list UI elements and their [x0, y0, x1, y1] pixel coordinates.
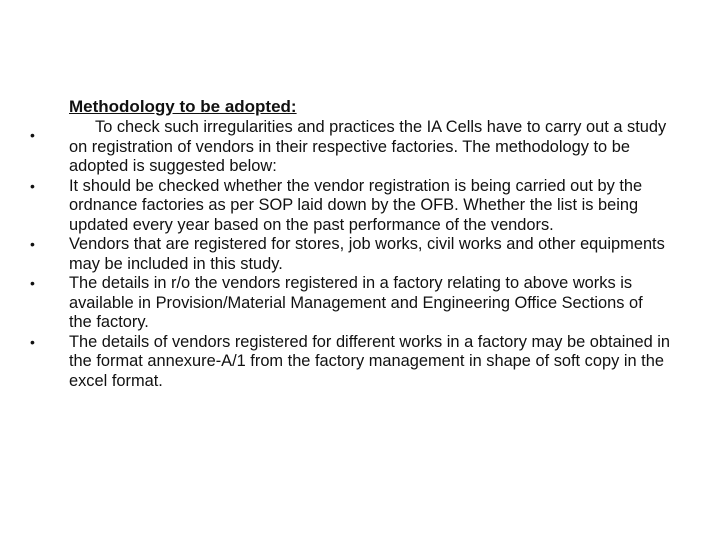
bullet-text: The details of vendors registered for different works in a factory may be obtained in the format annexure-A/1 from the factory management in shape of soft copy in the excel format. [69, 332, 671, 390]
bullet-list [30, 118, 670, 391]
list-item [30, 118, 670, 177]
list-item [30, 274, 670, 333]
list-item [30, 235, 670, 274]
bullet-text: It should be checked whether the vendor registration is being carried out by the ordnance factories as per SOP laid down by the OFB. Whether the list is being updated every year based on the past performance of the vendors. [69, 176, 643, 234]
bullet-icon: • [30, 275, 35, 291]
list-item [30, 333, 670, 392]
bullet-text: The details in r/o the vendors registered in a factory relating to above works is available in Provision/Material Management and Engineering Office Sections of the factory. [69, 274, 643, 331]
bullet-text: To check such irregularities and practices the IA Cells have to carry out a study on registration of vendors in their respective factories. The methodology to be adopted is suggested below: [69, 118, 667, 175]
bullet-text: Vendors that are registered for stores, job works, civil works and other equipments may be included in this study. [69, 235, 665, 273]
bullet-icon: • [30, 177, 35, 194]
bullet-icon: • [30, 127, 35, 143]
list-item [30, 177, 670, 236]
bullet-icon: • [30, 333, 35, 350]
bullet-icon: • [30, 236, 35, 252]
slide-heading: Methodology to be adopted: [69, 97, 297, 116]
